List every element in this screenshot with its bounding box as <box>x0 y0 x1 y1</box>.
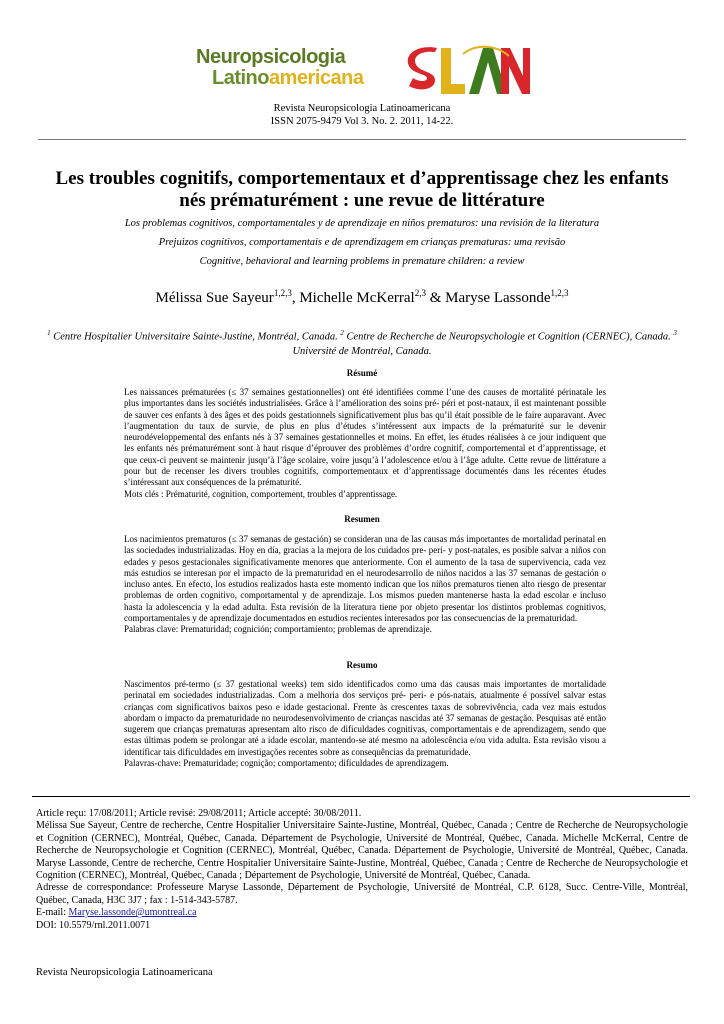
affiliations <box>40 326 684 359</box>
doi: DOI: 10.5579/rnl.2011.0071 <box>36 919 151 931</box>
abstract-heading-french: Résumé <box>346 368 378 378</box>
abstract-french <box>124 387 606 500</box>
abstract-heading-portuguese: Resumo <box>346 660 378 670</box>
affiliation-text: Centre de Recherche de Neuropsychologie et Cognition (CERNEC), Canada. <box>343 331 674 343</box>
abstract-keywords: Mots clés : Prématurité, cognition, comportement, troubles d’apprentissage. <box>124 488 398 499</box>
subtitle-spanish: Los problemas cognitivos, comportamentales y de aprendizaje en niños prematuros: una revisión de la literatura <box>124 218 600 229</box>
author-affiliations-detail: Mélissa Sue Sayeur, Centre de recherche, Centre Hospitalier Universitaire Sainte-Justine, Montréal, Québec, Canada ; Centre de Recherche de Neuropsychologie et Cognition (CERNEC), Montréal, Québec, Canada. Département de Psychologie, Université de Montréal, Québec, Canada. Michelle McKerral, Centre de Recherche de Neuropsychologie et Cognition (CERNEC), Montréal, Québec, Canada. Département de Psychologie, Université de Montréal, Québec, Canada. Maryse Lassonde, Centre de recherche, Centre Hospitalier Universitaire Sainte-Justine, Montréal, Québec, Canada ; Centre de Recherche de Neuropsychologie et Cognition (CERNEC), Montréal, Québec, Canada ; Département de Psychologie, Université de Montréal, Québec, Canada. <box>36 820 688 882</box>
subtitle-portuguese: Prejuizos cognitivos, comportamentais e de aprendizagem em crianças prematuras: uma revisão <box>158 237 566 248</box>
journal-issn: ISSN 2075-9479 Vol 3. No. 2. 2011, 14-22. <box>270 116 454 127</box>
author-name: Mélissa Sue Sayeur <box>155 290 274 306</box>
slan-logo-icon <box>405 44 530 100</box>
abstract-heading-spanish: Resumen <box>344 514 380 524</box>
journal-name: Revista Neuropsicologia Latinoamericana <box>273 103 451 114</box>
abstract-spanish <box>124 534 606 636</box>
article-dates: Article reçu: 17/08/2011; Article revisé: 29/08/2011; Article accepté: 30/08/2011. <box>36 808 362 819</box>
author-list <box>40 288 684 307</box>
article-title: Les troubles cognitifs, comportementaux et d’apprentissage chez les enfants nés prématurément : une revue de littérature <box>55 168 669 211</box>
abstract-body: Les naissances prématurées (≤ 37 semaines gestationnelles) ont été identifiées comme l’une des causes de mortalité périnatale les plus importantes dans les sociétés industrialisées. Grâce à l’amélioration des soins pré- péri et post-nataux, il est maintenant possible de sauver ces enfants à des âges et des poids gestationnels significativement plus bas qu’il était possible de le faire auparavant. Avec l’augmentation du taux de survie, de plus en plus d’études s’intéressent aux impacts de la prématurité sur le devenir neurodéveloppemental des enfants nés à 37 semaines gestationnelles et moins. En effet, les études réalisées à ce jour indiquent que les enfants nés prématurément sont à haut risque d’éprouver des problèmes d’ordre cognitif, comportemental et d’apprentissage, et que ceux-ci peuvent se maintenir jusqu’à l’âge scolaire, voire jusqu’à l’adolescence et/ou à l’âge adulte. Cette revue de littérature a pour but de recenser les divers troubles cognitifs, comportementaux et d’apprentissage documentés dans les récentes études s’intéressant aux conséquences de la prématurité. <box>124 387 606 488</box>
affiliation-marker: 1 <box>47 329 51 337</box>
abstract-portuguese <box>124 679 606 769</box>
correspondence-address: Adresse de correspondance: Professeure Maryse Lassonde, Département de Psychologie, Université de Montréal, C.P. 6128, Succ. Centre-Ville, Montréal, Québec, Canada, H3C 3J7 ; fax : 1-514-343-5787. <box>36 882 688 906</box>
header-divider <box>38 139 686 140</box>
author-affiliation-marker: 1,2,3 <box>273 288 292 298</box>
article-footnote <box>36 808 688 932</box>
logo-line1: Neuropsicologia <box>196 46 346 68</box>
author-name: Michelle McKerral <box>299 290 415 306</box>
author-affiliation-marker: 2,3 <box>414 288 426 298</box>
affiliation-text: Université de Montréal, Canada. <box>292 345 432 357</box>
author-separator: , <box>291 290 300 306</box>
abstract-body: Los nacimientos prematuros (≤ 37 semanas de gestación) se consideran una de las causas más importantes de mortalidad perinatal en las sociedades industrializadas. Hoy en día, gracias a la mejora de los cuidados pre- peri- y post-natales, es posible salvar a niños con edades y pesos gestacionales significativamente menores que anteriormente. Con el aumento de la tasa de supervivencia, cada vez más estudios se interesan por el impacto de la prematuridad en el neurodesarrollo de niños nacidos a las 37 semanas de gestación o incluso antes. En efecto, los estudios realizados hasta este momento indican que los niños prematuros tienen alto riesgo de presentar problemas de orden cognitivo, comportamental y de aprendizaje. Los mismos pueden mantenerse hasta la edad escolar e incluso hasta la adolescencia y la edad adulta. Esta revisión de la literatura tiene por objeto presentar los distintos problemas cognitivos, comportamentales y de aprendizaje documentados en estudios recientes interesados por las consecuencias de la prematuridad. <box>124 534 606 624</box>
abstract-keywords: Palabras clave: Prematuridad; cognición; comportamiento; problemas de aprendizaje. <box>124 624 432 635</box>
affiliation-marker: 3 <box>673 329 677 337</box>
footnote-divider <box>32 796 690 797</box>
author-separator: & <box>425 290 446 306</box>
affiliation-marker: 2 <box>340 329 344 337</box>
subtitle-english: Cognitive, behavioral and learning problems in premature children: a review <box>199 256 525 267</box>
author-affiliation-marker: 1,2,3 <box>550 288 569 298</box>
author-name: Maryse Lassonde <box>445 290 551 306</box>
email-label: E-mail: <box>36 907 69 919</box>
page-footer: Revista Neuropsicologia Latinoamericana <box>36 967 213 978</box>
logo-line2: Latinoamericana <box>212 67 364 89</box>
affiliation-text: Centre Hospitalier Universitaire Sainte-Justine, Montréal, Canada. <box>50 331 341 343</box>
email-link[interactable]: Maryse.lassonde@umontreal.ca <box>68 907 197 919</box>
abstract-keywords: Palavras-chave: Prematuridade; cognição; comportamento; dificuldades de aprendizagem. <box>124 758 449 769</box>
email-line <box>36 907 688 919</box>
journal-logo <box>190 44 530 100</box>
abstract-body: Nascimentos pré-termo (≤ 37 gestational weeks) tem sido identificados como uma das causas mais importantes de mortalidade perinatal em sociedades industrializadas. Com a melhoria dos serviços pré- peri- e pós-natais, atualmente é possível salvar estas crianças com significativos baixos peso e idade gestacional. Frente às crescentes taxas de sobrevivência, cada vez mais estudos abordam o impacto da prematuridade no neurodesenvolvimento de crianças nascidas até 37 semanas de gestação. Pesquisas até então sugerem que crianças prematuras apresentam alto risco de dificuldades cognitivas, comportamentais e de aprendizagem, sendo que estas últimas podem se prolongar até a idade escolar, mantendo-se até mesmo na adolescência e/ou vida adulta. Esta revisão visou a identificar tais dificuldades em investigações recentes sobre as consequências da prematuridade. <box>124 679 606 757</box>
